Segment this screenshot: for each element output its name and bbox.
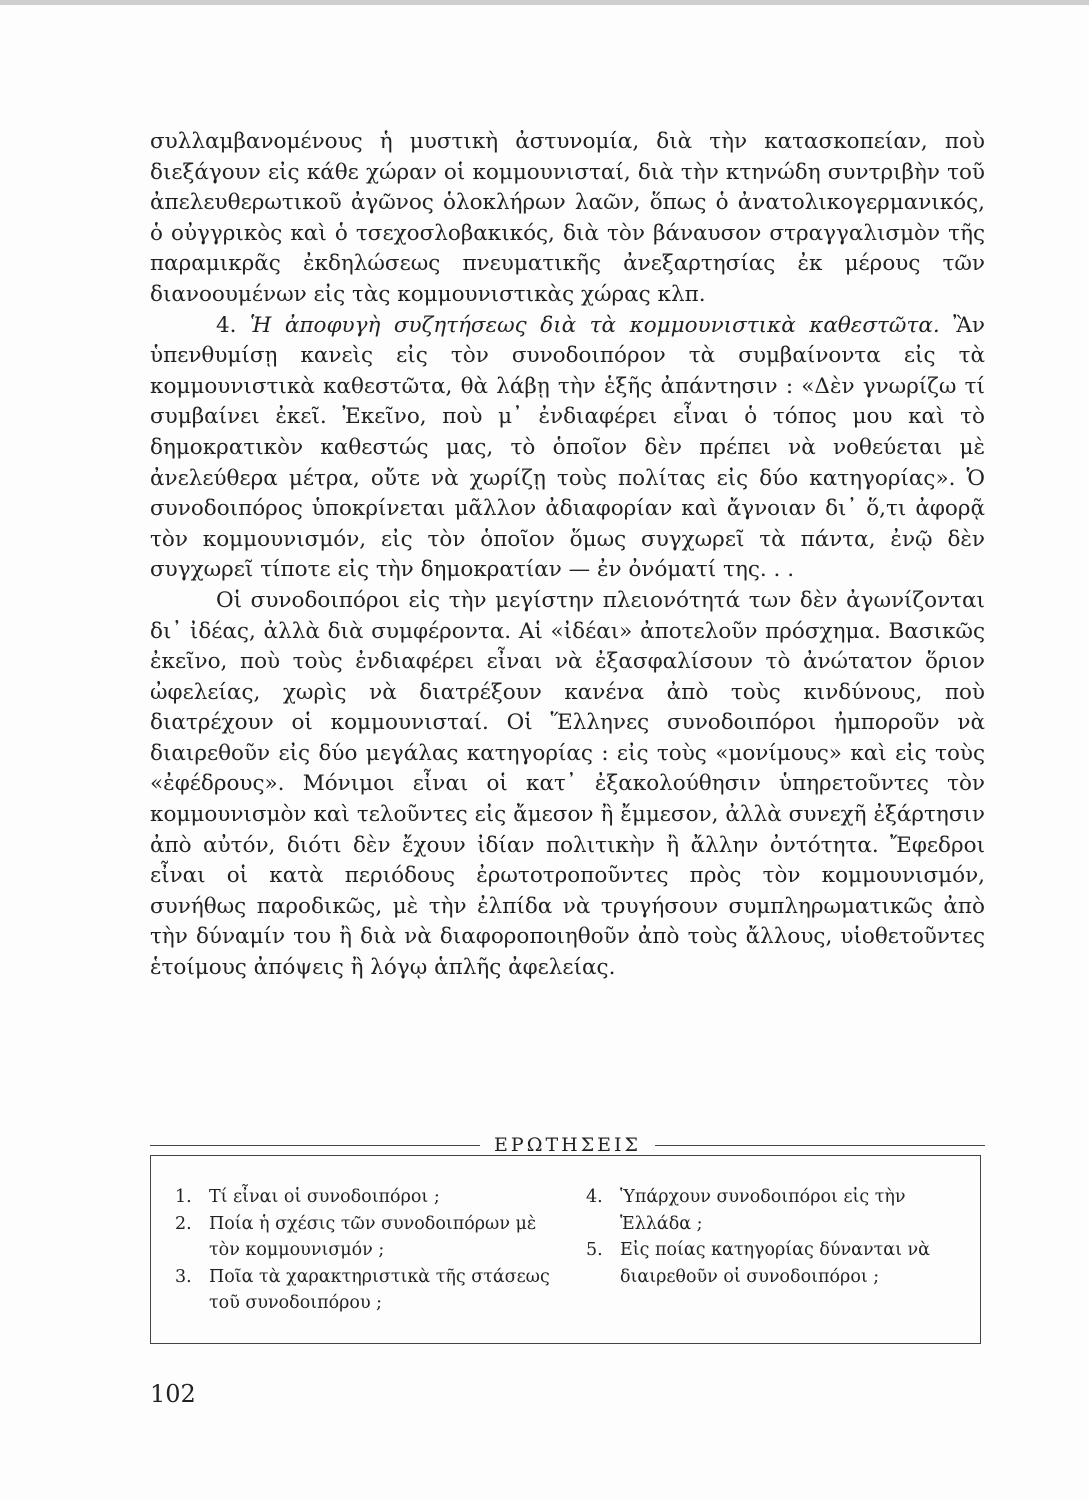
question-item <box>175 1264 565 1317</box>
question-text: Ποῖα τὰ χαρακτηριστικὰ τῆς στάσεως τοῦ συνοδοιπόρου ; <box>209 1266 550 1313</box>
question-text: Ποία ἡ σχέσις τῶν συνοδοιπόρων μὲ τὸν κομμουνισμόν ; <box>209 1213 537 1260</box>
questions-right-column <box>586 1184 961 1290</box>
paragraph-fellow-travelers: Οἱ συνοδοιπόροι εἰς τὴν μεγίστην πλειονότητά των δὲν ἀγωνίζονται δι᾿ ἰδέας, ἀλλὰ διὰ συμφέροντα. Αἱ «ἰδέαι» ἀποτελοῦν πρόσχημα. Βασικῶς ἐκεῖνο, ποὺ τοὺς ἐνδιαφέρει εἶναι νὰ ἐξασφαλίσουν τὸ ἀνώτατον ὅριον ὠφελείας, χωρὶς νὰ διατρέξουν κανένα ἀπὸ τοὺς κινδύνους, ποὺ διατρέχουν οἱ κομμουνισταί. Οἱ Ἕλληνες συνοδοιπόροι ἠμποροῦν νὰ διαιρεθοῦν εἰς δύο μεγάλας κατηγορίας : εἰς τοὺς «μονίμους» καὶ εἰς τοὺς «ἐφέδρους». Μόνιμοι εἶναι οἱ κατ᾿ ἐξακολούθησιν ὑπηρετοῦντες τὸν κομμουνισμὸν καὶ τελοῦντες εἰς ἄμεσον ἢ ἔμμεσον, ἀλλὰ συνεχῆ ἐξάρτησιν ἀπὸ αὐτόν, διότι δὲν ἔχουν ἰδίαν πολιτικὴν ἢ ἄλλην ὀντότητα. Ἔφεδροι εἶναι οἱ κατὰ περιόδους ἐρωτοτροποῦντες πρὸς τὸν κομμουνισμόν, συνήθως παροδικῶς, μὲ τὴν ἐλπίδα νὰ τρυγήσουν συμπληρωματικῶς ἀπὸ τὴν δύναμίν του ἢ διὰ νὰ διαφοροποιηθοῦν ἀπὸ τοὺς ἄλλους, υἱοθετοῦντες ἑτοίμους ἀπόψεις ἢ λόγῳ ἁπλῆς ἀφελείας. <box>150 587 985 981</box>
top-edge-rule <box>0 0 1089 5</box>
question-number: 4. <box>586 1187 603 1207</box>
questions-left-column <box>175 1184 565 1317</box>
questions-box <box>150 1155 981 1344</box>
section-4 <box>150 311 985 586</box>
question-text: Τί εἶναι οἱ συνοδοιπόροι ; <box>209 1187 440 1207</box>
question-item <box>175 1211 565 1264</box>
heading-rule-left <box>150 1145 480 1146</box>
paragraph-continuation: συλλαμβανομένους ἡ μυστικὴ ἀστυνομία, διὰ τὴν κατασκοπείαν, ποὺ διεξάγουν εἰς κάθε χώραν οἱ κομμουνισταί, διὰ τὴν κτηνώδη συντριβὴν τοῦ ἀπελευθερωτικοῦ ἀγῶνος ὁλοκλήρων λαῶν, ὅπως ὁ ἀνατολικογερμανικός, ὁ οὐγγρικὸς καὶ ὁ τσεχοσλοβακικός, διὰ τὸν βάναυσον στραγγαλισμὸν τῆς παραμικρᾶς ἐκδηλώσεως πνευματικῆς ἀνεξαρτησίας ἐκ μέρους τῶν διανοουμένων εἰς τὰς κομμουνιστικὰς χώρας κλπ. <box>150 129 985 307</box>
section-4-text: Ἂν ὑπενθυμίσῃ κανεὶς εἰς τὸν συνοδοιπόρον τὰ συμβαίνοντα εἰς τὰ κομμουνιστικὰ καθεστῶτα, θὰ λάβῃ τὴν ἑξῆς ἀπάντησιν : «Δὲν γνωρίζω τί συμβαίνει ἐκεῖ. Ἐκεῖνο, ποὺ μ᾿ ἐνδιαφέρει εἶναι ὁ τόπος μου καὶ τὸ δημοκρατικὸν καθεστώς μας, τὸ ὁποῖον δὲν πρέπει νὰ νοθεύεται μὲ ἀνελεύθερα μέτρα, οὔτε νὰ χωρίζῃ τοὺς πολίτας εἰς δύο κατηγορίας». Ὁ συνοδοιπόρος ὑποκρίνεται μᾶλλον ἀδιαφορίαν καὶ ἄγνοιαν δι᾿ ὅ,τι ἀφορᾷ τὸν κομμουνισμόν, εἰς τὸν ὁποῖον ὅμως συγχωρεῖ τὰ πάντα, ἐνῷ δὲν συγχωρεῖ τίποτε εἰς τὴν δημοκρατίαν — ἐν ὀνόματί της. . . <box>150 312 985 583</box>
question-number: 3. <box>175 1266 192 1287</box>
questions-heading <box>150 1134 985 1156</box>
question-text: Εἰς ποίας κατηγορίας δύνανται νὰ διαιρεθοῦν οἱ συνοδοιπόροι ; <box>620 1240 930 1287</box>
heading-rule-right <box>655 1145 985 1146</box>
body-text <box>150 127 985 984</box>
question-number: 5. <box>586 1240 603 1260</box>
questions-title: ΕΡΩΤΗΣΕΙΣ <box>494 1134 641 1156</box>
question-number: 2. <box>175 1213 192 1234</box>
question-item <box>175 1184 565 1211</box>
question-text: Ὑπάρχουν συνοδοιπόροι εἰς τὴν Ἑλλάδα ; <box>620 1187 906 1234</box>
section-4-number: 4. <box>216 312 237 338</box>
question-item <box>586 1237 961 1290</box>
page-number: 102 <box>150 1380 196 1408</box>
question-number: 1. <box>175 1187 192 1207</box>
section-4-title: Ἡ ἀποφυγὴ συζητήσεως διὰ τὰ κομμουνιστικὰ καθεστῶτα. <box>250 312 940 338</box>
question-item <box>586 1184 961 1237</box>
